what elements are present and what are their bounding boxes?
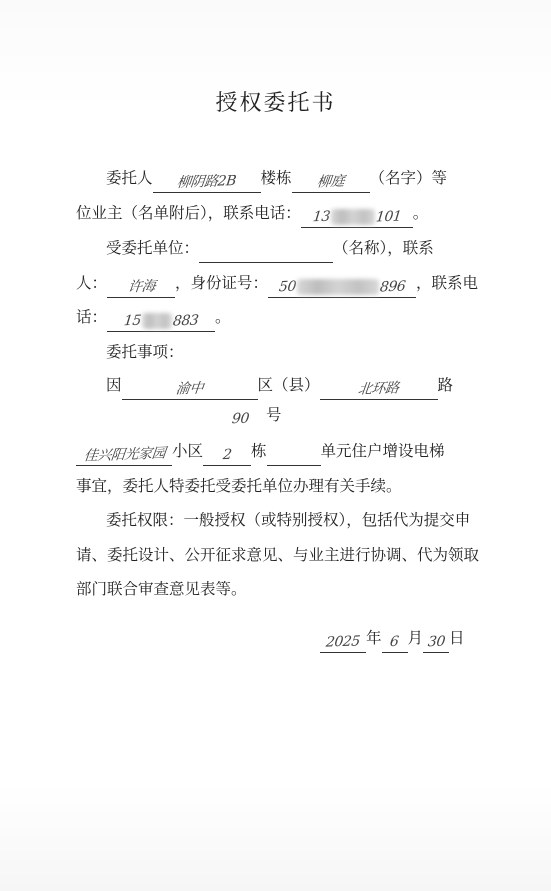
owner-phone-field	[301, 205, 413, 228]
name-tail-label: （名字）等	[369, 169, 448, 187]
id-label: ，身份证号：	[175, 274, 269, 292]
period: 。	[412, 204, 429, 222]
owner-label: 位业主（名单附后），联系电话：	[76, 204, 301, 222]
unit-field	[267, 443, 321, 466]
day-label: 日	[449, 629, 465, 647]
agent-phone-prefix: 15	[123, 312, 142, 330]
building-name-field	[292, 170, 370, 193]
day-field	[423, 630, 449, 653]
date-line	[320, 623, 465, 653]
building-label: 栋	[251, 442, 267, 460]
unit-label: 单元住户增设电梯	[320, 442, 445, 460]
redaction-mark	[331, 209, 375, 225]
id-prefix: 50	[278, 278, 297, 296]
agent-person-line	[76, 268, 478, 298]
authority-line-3	[76, 574, 247, 604]
id-suffix: 896	[378, 278, 406, 296]
matter-body-text: 事宜，委托人特委托受委托单位办理有关手续。	[76, 477, 402, 495]
person-name: 许海	[126, 278, 156, 296]
document-title: 授权委托书	[215, 91, 336, 116]
number-line	[222, 400, 282, 430]
redaction-mark	[142, 313, 172, 329]
road-field	[320, 377, 438, 400]
building-number: 2	[221, 446, 233, 464]
owner-phone-line	[76, 198, 428, 228]
client-name: 柳阴路2B	[176, 172, 237, 192]
authority-line-1	[106, 505, 470, 535]
authority-line-2	[76, 540, 479, 570]
building-label: 楼栋	[260, 169, 292, 187]
agent-unit-label: 受委托单位：	[106, 239, 200, 257]
building-number-field	[203, 443, 251, 466]
owner-phone-prefix: 13	[311, 208, 331, 226]
person-label: 人：	[76, 274, 108, 292]
district-field	[122, 377, 258, 400]
id-number-field	[268, 275, 416, 298]
agent-phone-line	[76, 302, 231, 332]
month-field	[382, 630, 408, 653]
month-value: 6	[389, 633, 400, 651]
community-line	[76, 436, 445, 466]
year-label: 年	[366, 629, 382, 647]
community-label: 小区	[172, 442, 204, 460]
contact-label: ，联系电	[416, 274, 479, 292]
year-value: 2025	[325, 633, 361, 651]
agent-unit-field	[199, 240, 333, 263]
client-name-field	[153, 170, 261, 193]
month-label: 月	[407, 629, 424, 647]
authority-text-2: 请、委托设计、公开征求意见、与业主进行协调、代为领取	[76, 546, 480, 564]
district-label: 区（县）	[257, 376, 320, 394]
redaction-mark	[297, 279, 379, 295]
district-name: 渝中	[175, 380, 204, 398]
agent-phone-field	[107, 309, 215, 332]
community-field	[76, 443, 172, 466]
agent-name-label: （名称），联系	[333, 239, 434, 257]
street-number: 90	[230, 410, 250, 428]
year-field	[320, 630, 366, 653]
agent-phone-suffix: 883	[171, 312, 199, 330]
matter-label: 委托事项：	[106, 343, 184, 361]
client-line	[106, 163, 447, 193]
number-field	[222, 407, 258, 430]
owner-phone-suffix: 101	[374, 208, 402, 226]
address-line	[106, 370, 453, 400]
authority-text-1: 委托权限：一般授权（或特别授权），包括代为提交申	[106, 511, 471, 529]
community-name: 佳兴阳光家园	[82, 445, 166, 465]
road-name: 北环路	[357, 380, 400, 398]
number-label: 号	[266, 406, 282, 424]
client-label: 委托人	[106, 169, 153, 187]
road-label: 路	[437, 376, 454, 394]
authority-text-3: 部门联合审查意见表等。	[76, 580, 247, 598]
person-name-field	[107, 275, 175, 298]
phone-label: 话：	[76, 308, 108, 326]
matter-heading-line	[106, 337, 184, 367]
period: 。	[215, 308, 231, 326]
matter-body-line	[76, 471, 402, 501]
because-label: 因	[106, 376, 122, 394]
day-value: 30	[426, 633, 446, 651]
agent-unit-line	[106, 233, 434, 263]
building-name: 柳庭	[316, 173, 345, 191]
